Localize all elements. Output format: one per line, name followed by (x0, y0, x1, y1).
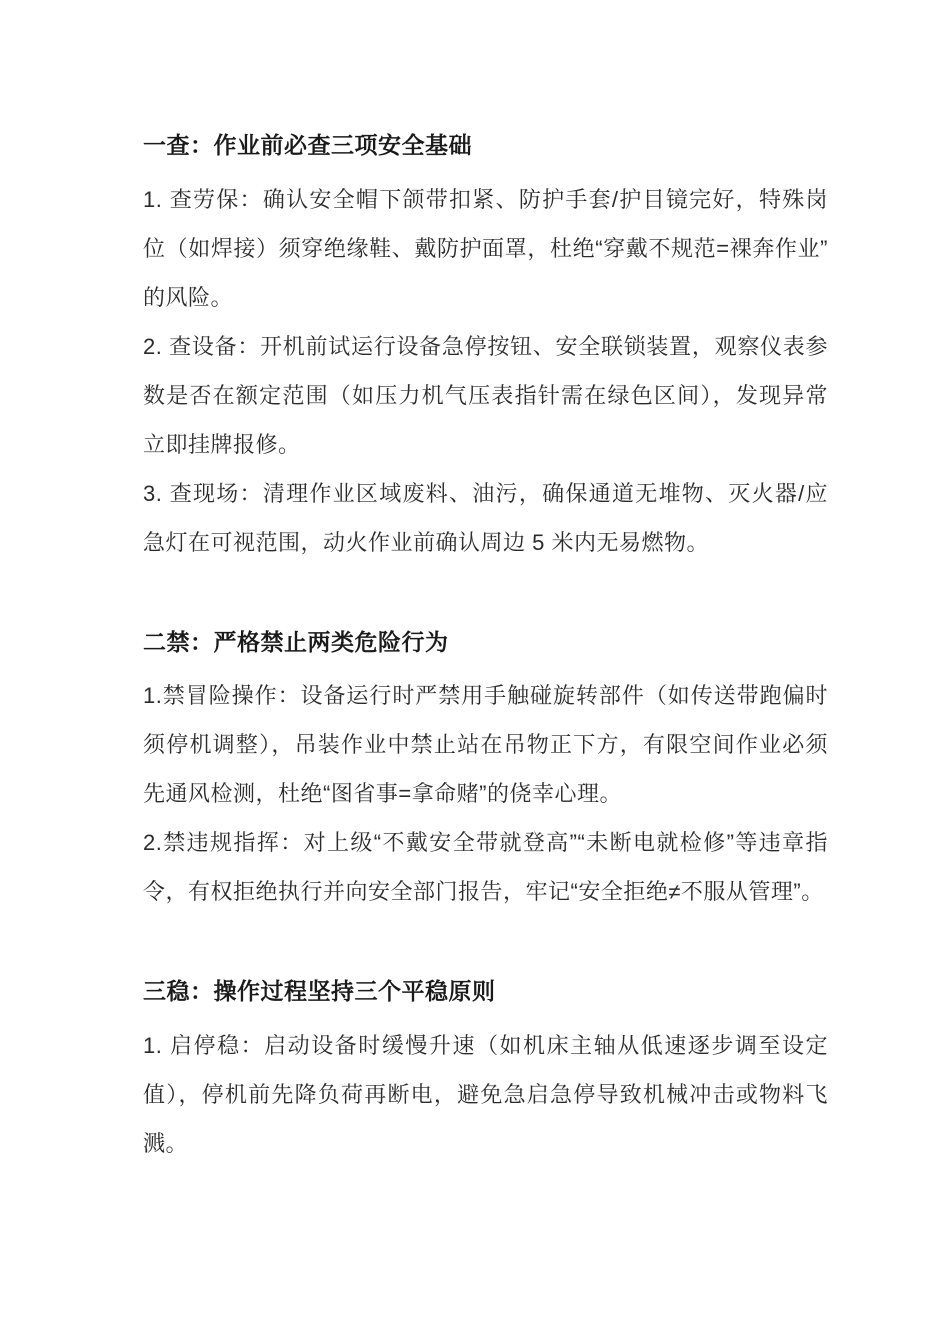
section-heading: 二禁：严格禁止两类危险行为 (143, 628, 449, 655)
paragraph: 1. 查劳保：确认安全帽下颌带扣紧、防护手套/护目镜完好，特殊岗位（如焊接）须穿绝缘鞋、戴防护面罩，杜绝“穿戴不规范=裸奔作业”的风险。 (143, 186, 828, 310)
paragraph: 3. 查现场：清理作业区域废料、油污，确保通道无堆物、灭火器/应急灯在可视范围，动火作业前确认周边 5 米内无易燃物。 (143, 480, 828, 555)
section-check (143, 128, 828, 567)
paragraph: 1.禁冒险操作：设备运行时严禁用手触碰旋转部件（如传送带跑偏时须停机调整），吊装作业中禁止站在吊物正下方，有限空间作业必须先通风检测，杜绝“图省事=拿命赌”的侥幸心理。 (143, 683, 828, 806)
section-heading: 一查：作业前必查三项安全基础 (143, 132, 472, 158)
section-heading: 三稳：操作过程坚持三个平稳原则 (143, 978, 496, 1004)
section-forbid (143, 625, 828, 917)
section-steady (143, 974, 828, 1168)
paragraph: 2.禁违规指挥：对上级“不戴安全带就登高”“未断电就检修”等违章指令，有权拒绝执行并向安全部门报告，牢记“安全拒绝≠不服从管理”。 (143, 830, 828, 904)
paragraph: 1. 启停稳：启动设备时缓慢升速（如机床主轴从低速逐步调至设定值），停机前先降负荷再断电，避免急启急停导致机械冲击或物料飞溅。 (143, 1032, 828, 1156)
paragraph: 2. 查设备：开机前试运行设备急停按钮、安全联锁装置，观察仪表参数是否在额定范围（如压力机气压表指针需在绿色区间），发现异常立即挂牌报修。 (143, 333, 828, 457)
